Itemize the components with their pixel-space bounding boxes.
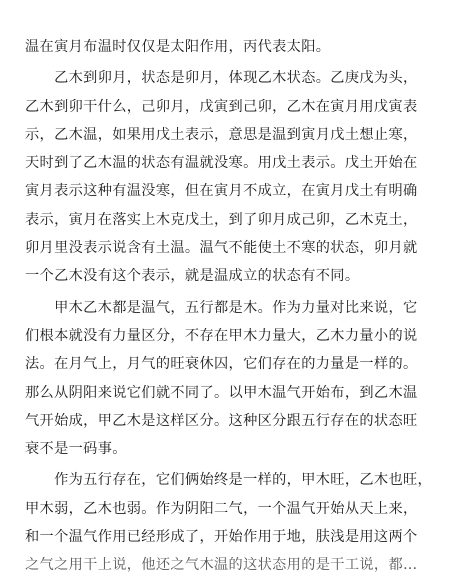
text-line: 乙木到卯月，状态是卯月，体现乙木状态。乙庚戊为头，: [25, 70, 418, 87]
text-line: 天时到了乙木温的状态有温就没寒。用戊土表示。戊土开始在: [25, 155, 418, 172]
text-line: 们根本就没有力量区分，不存在甲木力量大，乙木力量小的说: [25, 327, 418, 344]
text-line: 那么从阴阳来说它们就不同了。以甲木温气开始布，到乙木温: [25, 384, 418, 401]
text-line: 法。在月气上，月气的旺衰休囚，它们存在的力量是一样的。: [25, 356, 418, 373]
cut-off-line: 之气之用干上说，他还之气木温的这状态用的是干工说，都…: [25, 557, 418, 574]
text-line: 一个乙木没有这个表示，就是温成立的状态有不同。: [25, 268, 360, 285]
text-line: 和一个温气作用已经形成了，开始作用于地，肤浅是用这两个: [25, 529, 418, 546]
text-line: 表示，寅月在落实上木克戊土，到了卯月成己卯，乙木克土，: [25, 211, 418, 228]
text-line: 卯月里没表示说含有土温。温气不能使土不寒的状态，卯月就: [25, 240, 418, 257]
text-line: 甲木弱，乙木也弱。作为阴阳二气，一个温气开始从天上来，: [25, 500, 418, 517]
text-line: 甲木乙木都是温气，五行都是木。作为力量对比来说，它: [25, 299, 418, 316]
text-line: 寅月表示这种有温没寒，但在寅月不成立，在寅月戊土有明确: [25, 183, 418, 200]
text-line: 气开始成，甲乙木是这样区分。这种区分跟五行存在的状态旺: [25, 412, 418, 429]
text-line: 温在寅月布温时仅仅是太阳作用，丙代表太阳。: [25, 39, 331, 55]
text-line: 乙木到卯干什么，己卯月，戊寅到己卯，乙木在寅月用戊寅表: [25, 98, 418, 115]
text-line: 示，乙木温，如果用戊土表示，意思是温到寅月戊土想止寒，: [25, 126, 418, 143]
text-line: 作为五行存在，它们俩始终是一样的，甲木旺，乙木也旺，: [25, 472, 433, 489]
document-body: [25, 33, 455, 574]
text-line: 衰不是一码事。: [25, 441, 127, 458]
